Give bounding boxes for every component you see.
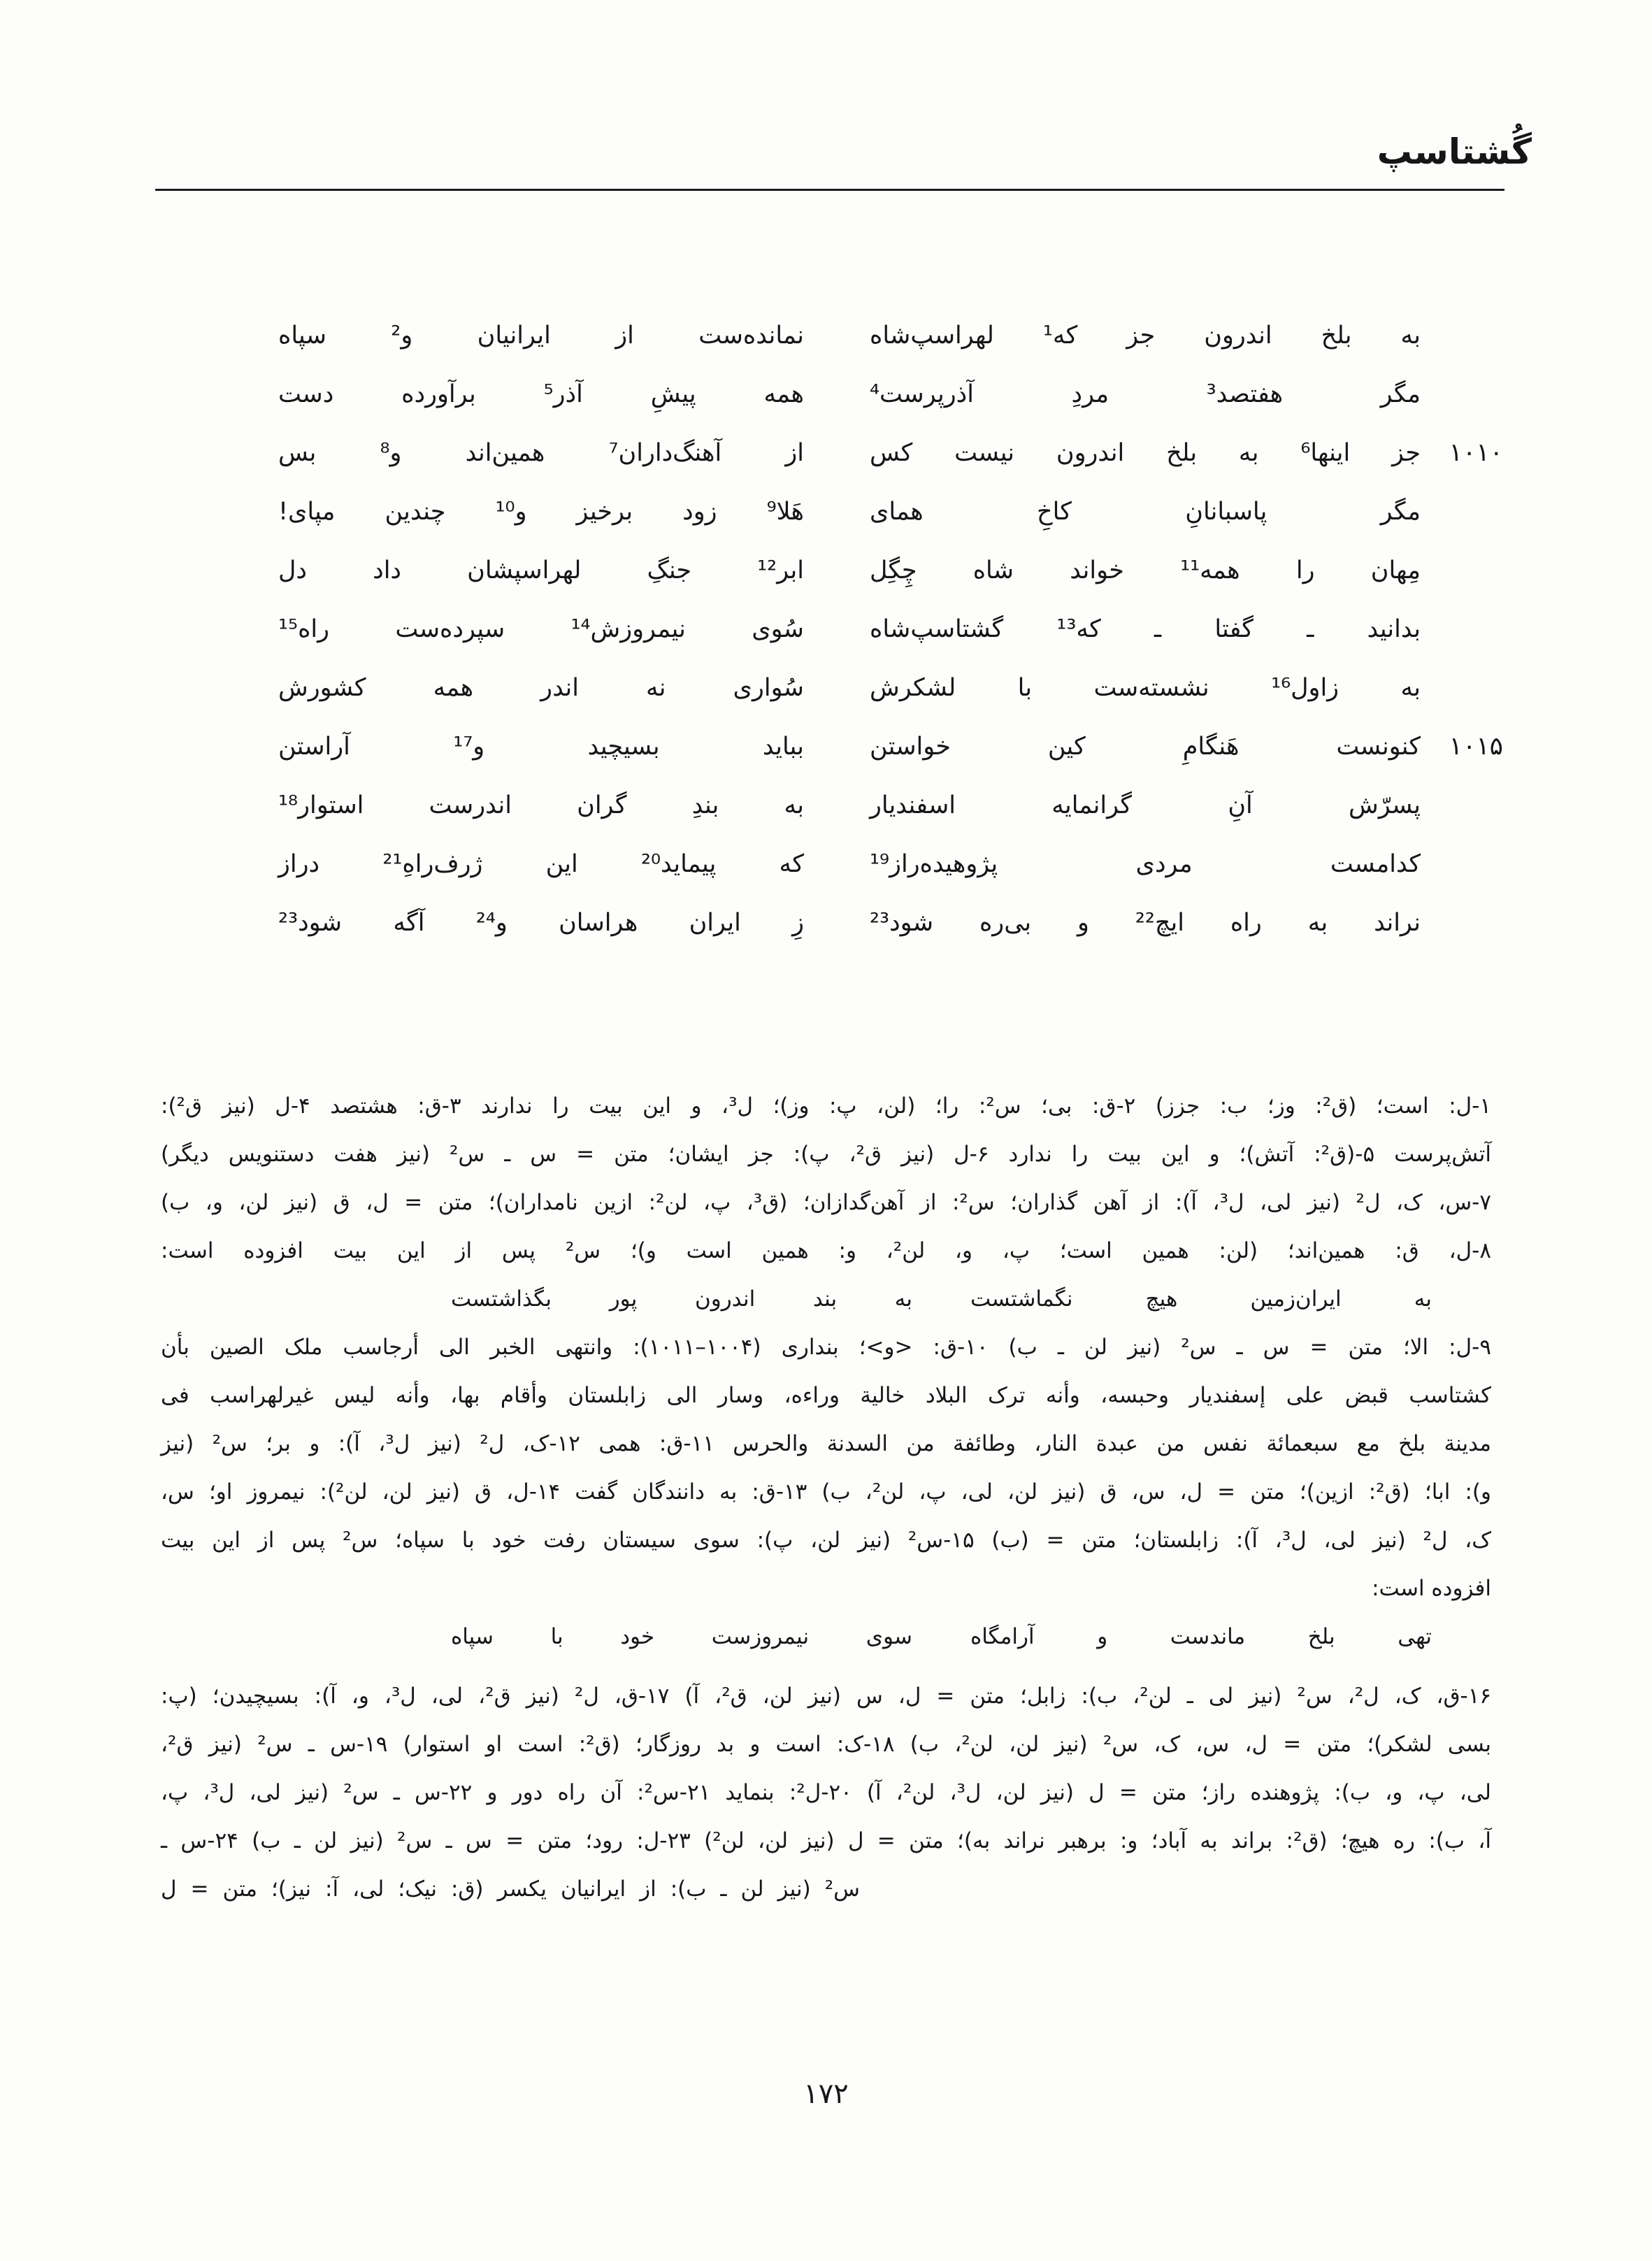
apparatus-line: ۸-ل، ق: همین‌اند؛ (لن: همین است؛ پ، و، لن²، و: همین است و)؛ س² پس از این بیت افزوده است:	[161, 1238, 1491, 1263]
hemistich-right: پسرّش آنِ گرانمایه اسفندیار	[870, 791, 1421, 819]
page-number: ۱۷۲	[803, 2078, 849, 2110]
apparatus-line: آتش‌پرست ۵-(ق²: آتش)؛ و این بیت را ندارد ۶-ل (نیز ق²، پ): جز ایشان؛ متن = س ـ س² (نیز هفت دستنویس دیگر)	[161, 1142, 1491, 1167]
apparatus-inserted-verse	[161, 1613, 1491, 1661]
hemistich-left: ابر¹² جنگِ لهراسپشان داد دل	[278, 557, 804, 584]
hemistich-right: به بلخ اندرون جز که¹ لهراسپ‌شاه	[870, 322, 1421, 350]
hemistich-left: از آهنگ‌داران⁷ همین‌اند و⁸ بس	[278, 439, 804, 467]
poem-row	[273, 365, 1503, 424]
poem-row	[273, 659, 1503, 717]
poem-row	[273, 600, 1503, 659]
apparatus-line: لی، پ، و، ب): پژوهنده راز؛ متن = ل (نیز لن، ل³، لن²، آ) ۲۰-ل²: بنماید ۲۱-س²: آن راه دور و ۲۲-س ـ س² (نیز لی، ل³، پ،	[161, 1780, 1491, 1805]
apparatus-line: س² (نیز لن ـ ب): از ایرانیان یکسر (ق: نیک؛ لی، آ: نیز)؛ متن = ل	[161, 1876, 860, 1902]
hemistich-left: سُواری نه اندر همه کشورش	[278, 674, 804, 702]
poem-row	[273, 306, 1503, 365]
hemistich-right: کدامست مردی پژوهیده‌راز¹⁹	[870, 850, 1421, 878]
poem-row	[273, 424, 1503, 482]
hemistich-right: بدانید ـ گفتا ـ که¹³ گشتاسپ‌شاه	[870, 615, 1421, 643]
hemistich-left: که پیماید²⁰ این ژرف‌راهِ²¹ دراز	[278, 850, 804, 878]
apparatus-line: ۹-ل: الا؛ متن = س ـ س² (نیز لن ـ ب) ۱۰-ق: <و>؛ بنداری (۱۰۰۴–۱۰۱۱): وانتهی الخبر الی أرجاسب ملک الصین بأن	[161, 1335, 1491, 1360]
hemistich-right: به زاول¹⁶ نشسته‌ست با لشکرش	[870, 674, 1421, 702]
apparatus-line: و): ابا؛ (ق²: ازین)؛ متن = ل، س، ق (نیز لن، لی، پ، لن²، ب) ۱۳-ق: به دانندگان گفت ۱۴-ل، ق (نیز لن، لن²): نیمروز او؛ س،	[161, 1479, 1491, 1505]
hemistich-left: هَلا⁹ زود برخیز و¹⁰ چندین مپای!	[278, 498, 804, 526]
header-rule	[155, 189, 1504, 191]
hemistich-right: تهی بلخ ماندست و آرامگاه	[970, 1624, 1432, 1649]
hemistich-right: به ایران‌زمین هیچ نگماشتست	[970, 1286, 1432, 1312]
apparatus-line: مدینة بلخ مع سبعمائة نفس من عبدة النار، وطائفة من السدنة والحرس ۱۱-ق: همی ۱۲-ک، ل² (نیز ل³، آ): و بر؛ س² (نیز	[161, 1431, 1491, 1456]
apparatus-line: بسی لشکر)؛ متن = ل، س، ک، س² (نیز لن، لن²، ب) ۱۸-ک: است و بد روزگار؛ (ق²: است او استوار) ۱۹-س ـ س² (نیز ق²،	[161, 1732, 1491, 1757]
hemistich-left: به بندِ گران اندرست استوار¹⁸	[278, 791, 804, 819]
apparatus-line: ۱-ل: است؛ (ق²: وز؛ ب: جزز) ۲-ق: بی؛ س²: را؛ (لن، پ: وز)؛ ل³، و این بیت را ندارند ۳-ق: هشتصد ۴-ل (نیز ق²):	[161, 1093, 1492, 1119]
apparatus-line: ۷-س، ک، ل² (نیز لی، ل³، آ): از آهن گذاران؛ س²: از آهن‌گدازان؛ (ق³، پ، لن²: ازین نامداران)؛ متن = ل، ق (نیز لن، و، ب)	[161, 1190, 1492, 1215]
apparatus-line: ک، ل² (نیز لی، ل³، آ): زابلستان؛ متن = (ب) ۱۵-س² (نیز لن، پ): سوی سیستان رفت خود با سپاه؛ س² پس از این بیت	[161, 1528, 1491, 1553]
hemistich-left: زِ ایران هراسان و²⁴ آگه شود²³	[278, 909, 804, 937]
hemistich-left: بباید بسیچید و¹⁷ آراستن	[278, 733, 804, 761]
critical-apparatus	[161, 1082, 1491, 1914]
poem-block	[273, 306, 1503, 952]
apparatus-line: افزوده است:	[1372, 1576, 1491, 1601]
poem-row	[273, 835, 1503, 893]
apparatus-line: کشتاسب قبض علی إسفندیار وحبسه، وأنه ترک البلاد خالیة وراءه، وسار الی زابلستان وأقام بها، وأنه لیس غیرلهراسب فی	[161, 1383, 1491, 1408]
apparatus-line: آ، ب): ره هیچ؛ (ق²: براند به آباد؛ و: برهبر نراند به)؛ متن = ل (نیز لن، لن²) ۲۳-ل: رود؛ متن = س ـ س² (نیز لن ـ ب) ۲۴-س ـ	[161, 1828, 1492, 1853]
apparatus-line: ۱۶-ق، ک، ل²، س² (نیز لی ـ لن²، ب): زابل؛ متن = ل، س (نیز لن، ق²، آ) ۱۷-ق، ل² (نیز ق²، لی، ل³، و، آ): بسیچیدن؛ (پ:	[161, 1684, 1492, 1709]
hemistich-right: مگر پاسبانانِ کاخِ همای	[870, 498, 1421, 526]
apparatus-inserted-verse	[161, 1275, 1491, 1323]
hemistich-right: نراند به راه ایچ²² و بی‌ره شود²³	[870, 909, 1421, 937]
verse-number-1015: ۱۰۱۵	[1449, 732, 1503, 761]
poem-row	[273, 482, 1503, 541]
hemistich-right: کنونست هَنگامِ کین خواستن	[870, 733, 1421, 761]
hemistich-left: سُوی نیمروزش¹⁴ سپرده‌ست راه¹⁵	[278, 615, 804, 643]
poem-row	[273, 541, 1503, 600]
poem-row	[273, 717, 1503, 776]
page-title: گُشتاسپ	[1377, 131, 1532, 172]
hemistich-left: همه پیشِ آذر⁵ برآورده دست	[278, 380, 804, 408]
hemistich-left: نمانده‌ست از ایرانیان و² سپاه	[278, 322, 805, 350]
poem-row	[273, 776, 1503, 835]
verse-number-1010: ۱۰۱۰	[1449, 438, 1503, 467]
poem-row	[273, 893, 1503, 952]
hemistich-right: جز اینها⁶ به بلخ اندرون نیست کس	[870, 439, 1421, 467]
hemistich-left: سوی نیمروزست خود با سپاه	[451, 1624, 912, 1649]
hemistich-right: مگر هفتصد³ مردِ آذرپرست⁴	[870, 380, 1421, 408]
hemistich-left: به بند اندرون پور بگذاشتست	[451, 1286, 912, 1312]
hemistich-right: مِهان را همه¹¹ خواند شاه چِگِل	[870, 557, 1421, 584]
